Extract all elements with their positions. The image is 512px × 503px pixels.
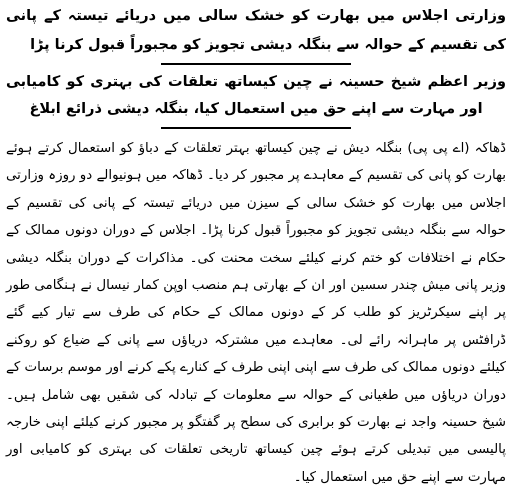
subheadline-divider: [161, 127, 351, 129]
subheadline: وزیر اعظم شیخ حسینہ نے چین کیساتھ تعلقات کی بہتری کو کامیابی اور مہارت سے اپنے حق میں استعمال کیا، بنگلہ دیشی ذرائع ابلاغ: [6, 74, 506, 117]
article-body: ڈھاکہ (اے پی پی) بنگلہ دیش نے چین کیساتھ بہتر تعلقات کے دباؤ کو استعمال کرتے ہوئے بھارت کو پانی کی تقسیم کے معاہدے پر مجبور کر دیا۔ ڈھاکہ میں ہونیوالے دو روزہ وزارتی اجلاس میں بھارت کو خشک سالی کے سیزن میں دریائے تیستہ کے پانی کی تقسیم کے حوالہ سے بنگلہ دیشی تجویز کو مجبوراً قبول کرنا پڑا۔ اجلاس کے دوران دونوں ممالک کے حکام نے اختلافات کو ختم کرنے کیلئے سخت محنت کی۔ مذاکرات کے دوران بنگلہ دیشی وزیر پانی میش چندر سسین اور ان کے بھارتی ہم منصب اوپن کمار نیسال نے ہنگامی طور پر اپنے سیکرٹریز کو طلب کر کے دونوں ممالک کے حکام کی طرف سے تیار کیے گئے ڈرافٹس پر ماہرانہ رائے لی۔ معاہدے میں مشترکہ دریاؤں سے پانی کے ضیاع کو روکنے کیلئے دونوں ممالک کی طرف سے اپنی اپنی طرف کے کنارے پکے کرنے اور موسم برسات کے دوران دریاؤں میں طغیانی کے حوالہ سے معلومات کے تبادلہ کی شقیں بھی شامل ہیں۔ شیخ حسینہ واجد نے بھارت کو برابری کی سطح پر گفتگو پر مجبور کرنے کیلئے اپنی خارجہ پالیسی میں تبدیلی کرتے ہوئے چین کیساتھ تاریخی تعلقات کی بہتری کو کامیابی اور مہارت سے اپنے حق میں استعمال کیا۔: [5, 141, 506, 485]
headline: وزارتی اجلاس میں بھارت کو خشک سالی میں دریائے تیستہ کے پانی کی تقسیم کے حوالہ سے بنگلہ دیشی تجویز کو مجبوراً قبول کرنا پڑا: [6, 8, 506, 53]
headline-divider: [161, 63, 351, 65]
